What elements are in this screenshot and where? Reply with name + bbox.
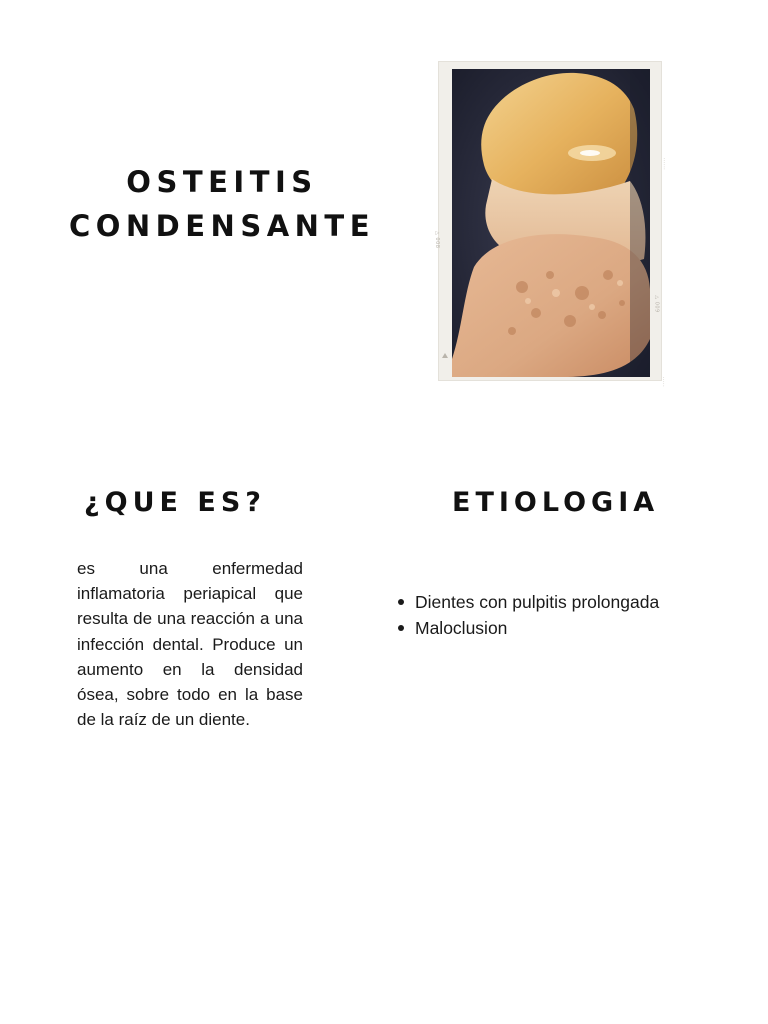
que-es-description: es una enfermedad inflamatoria periapical que resulta de una reacción a una infección dental. Produce un aumento en la densidad ósea, sobre todo en la base de la raíz de un diente. [77,559,303,730]
bullet-icon [398,599,404,605]
film-edge-mark-right-middle: △ 009 [653,295,660,313]
etiologia-heading: ETIOLOGIA [452,487,660,518]
film-triangle-icon [442,353,448,358]
tooth-photo [452,69,650,377]
film-edge-mark-left: △ 008 [434,231,440,249]
page-title [40,160,404,248]
bullet-icon [398,625,404,631]
page-title-line-1: OSTEITIS [126,165,318,199]
que-es-heading: ¿QUE ES? [84,487,266,518]
list-item-label: Dientes con pulpitis prolongada [415,592,660,612]
list-item-label: Maloclusion [415,618,508,638]
film-edge-mark-right-top: ······ [660,157,667,171]
film-edge-mark-right-bottom: ····· [659,376,666,388]
list-item [398,615,659,641]
tooth-photo-frame [434,61,667,388]
page-title-line-2: CONDENSANTE [68,209,376,243]
etiologia-list [398,589,659,641]
list-item [398,589,659,615]
